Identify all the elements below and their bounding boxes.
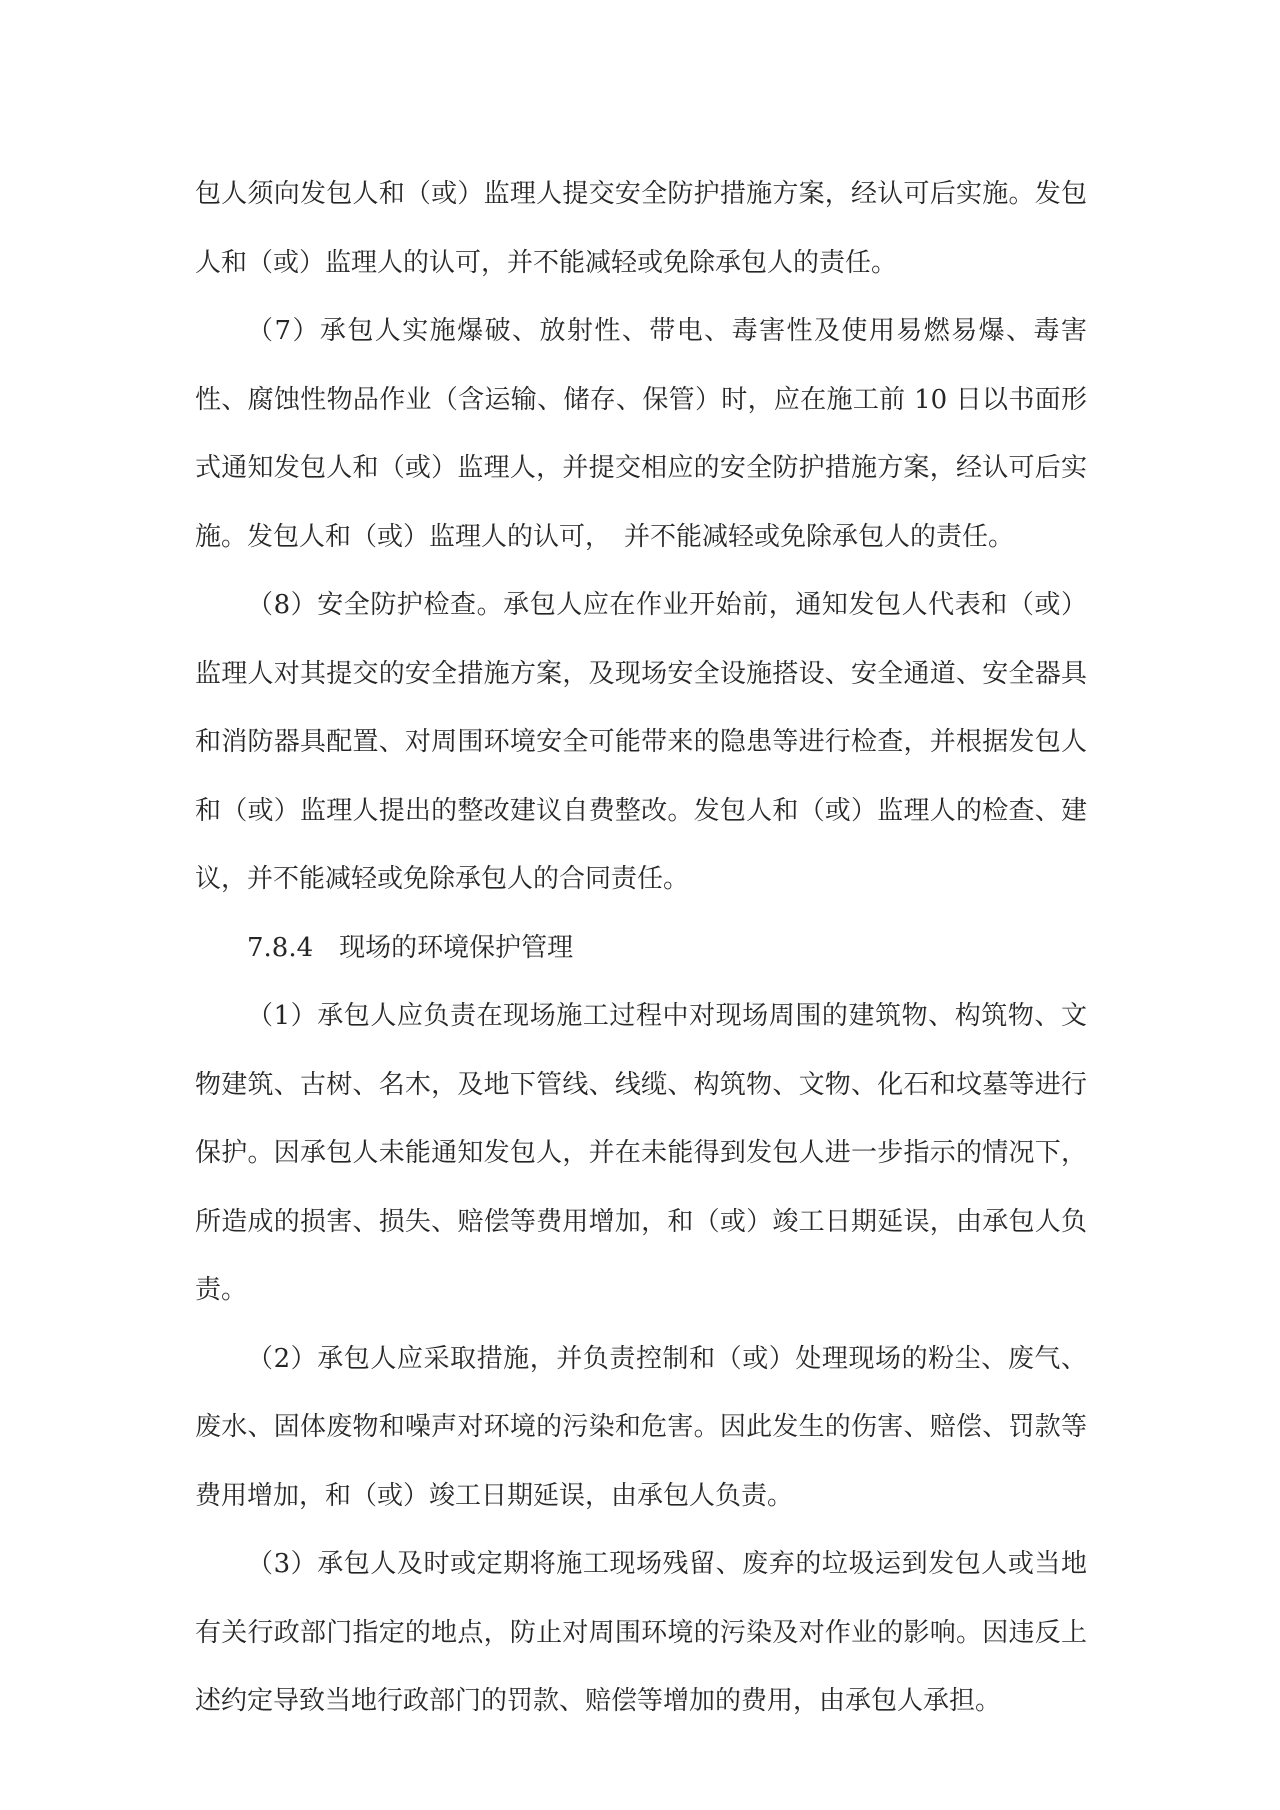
document-body bbox=[195, 160, 1087, 1736]
section-number: 7.8.4 bbox=[247, 932, 314, 963]
section-title: 现场的环境保护管理 bbox=[339, 932, 574, 963]
paragraph-item-8-safety-inspection: （8）安全防护检查。承包人应在作业开始前，通知发包人代表和（或）监理人对其提交的安全措施方案，及现场安全设施搭设、安全通道、安全器具和消防器具配置、对周围环境安全可能带来的隐患等进行检查，并根据发包人和（或）监理人提出的整改建议自费整改。发包人和（或）监理人的检查、建议，并不能减轻或免除承包人的合同责任。 bbox=[195, 590, 1087, 894]
paragraph-item-7-hazardous-operations: （7）承包人实施爆破、放射性、带电、毒害性及使用易燃易爆、毒害性、腐蚀性物品作业（含运输、储存、保管）时，应在施工前 10 日以书面形式通知发包人和（或）监理人，并提交相应的安全防护措施方案，经认可后实施。发包人和（或）监理人的认可， 并不能减轻或免除承包人的责任。 bbox=[195, 316, 1087, 552]
paragraph-continued-safety-plan: 包人须向发包人和（或）监理人提交安全防护措施方案，经认可后实施。发包人和（或）监理人的认可，并不能减轻或免除承包人的责任。 bbox=[195, 179, 1087, 278]
paragraph-item-3-waste-disposal: （3）承包人及时或定期将施工现场残留、废弃的垃圾运到发包人或当地有关行政部门指定的地点，防止对周围环境的污染及对作业的影响。因违反上述约定导致当地行政部门的罚款、赔偿等增加的费用，由承包人承担。 bbox=[195, 1549, 1087, 1716]
section-heading bbox=[195, 914, 1087, 983]
paragraph-item-2-pollution-control: （2）承包人应采取措施，并负责控制和（或）处理现场的粉尘、废气、废水、固体废物和噪声对环境的污染和危害。因此发生的伤害、赔偿、罚款等费用增加，和（或）竣工日期延误，由承包人负责。 bbox=[195, 1343, 1087, 1511]
paragraph-item-1-protection: （1）承包人应负责在现场施工过程中对现场周围的建筑物、构筑物、文物建筑、古树、名木，及地下管线、线缆、构筑物、文物、化石和坟墓等进行保护。因承包人未能通知发包人，并在未能得到发包人进一步指示的情况下，所造成的损害、损失、赔偿等费用增加，和（或）竣工日期延误，由承包人负责。 bbox=[195, 1001, 1087, 1305]
